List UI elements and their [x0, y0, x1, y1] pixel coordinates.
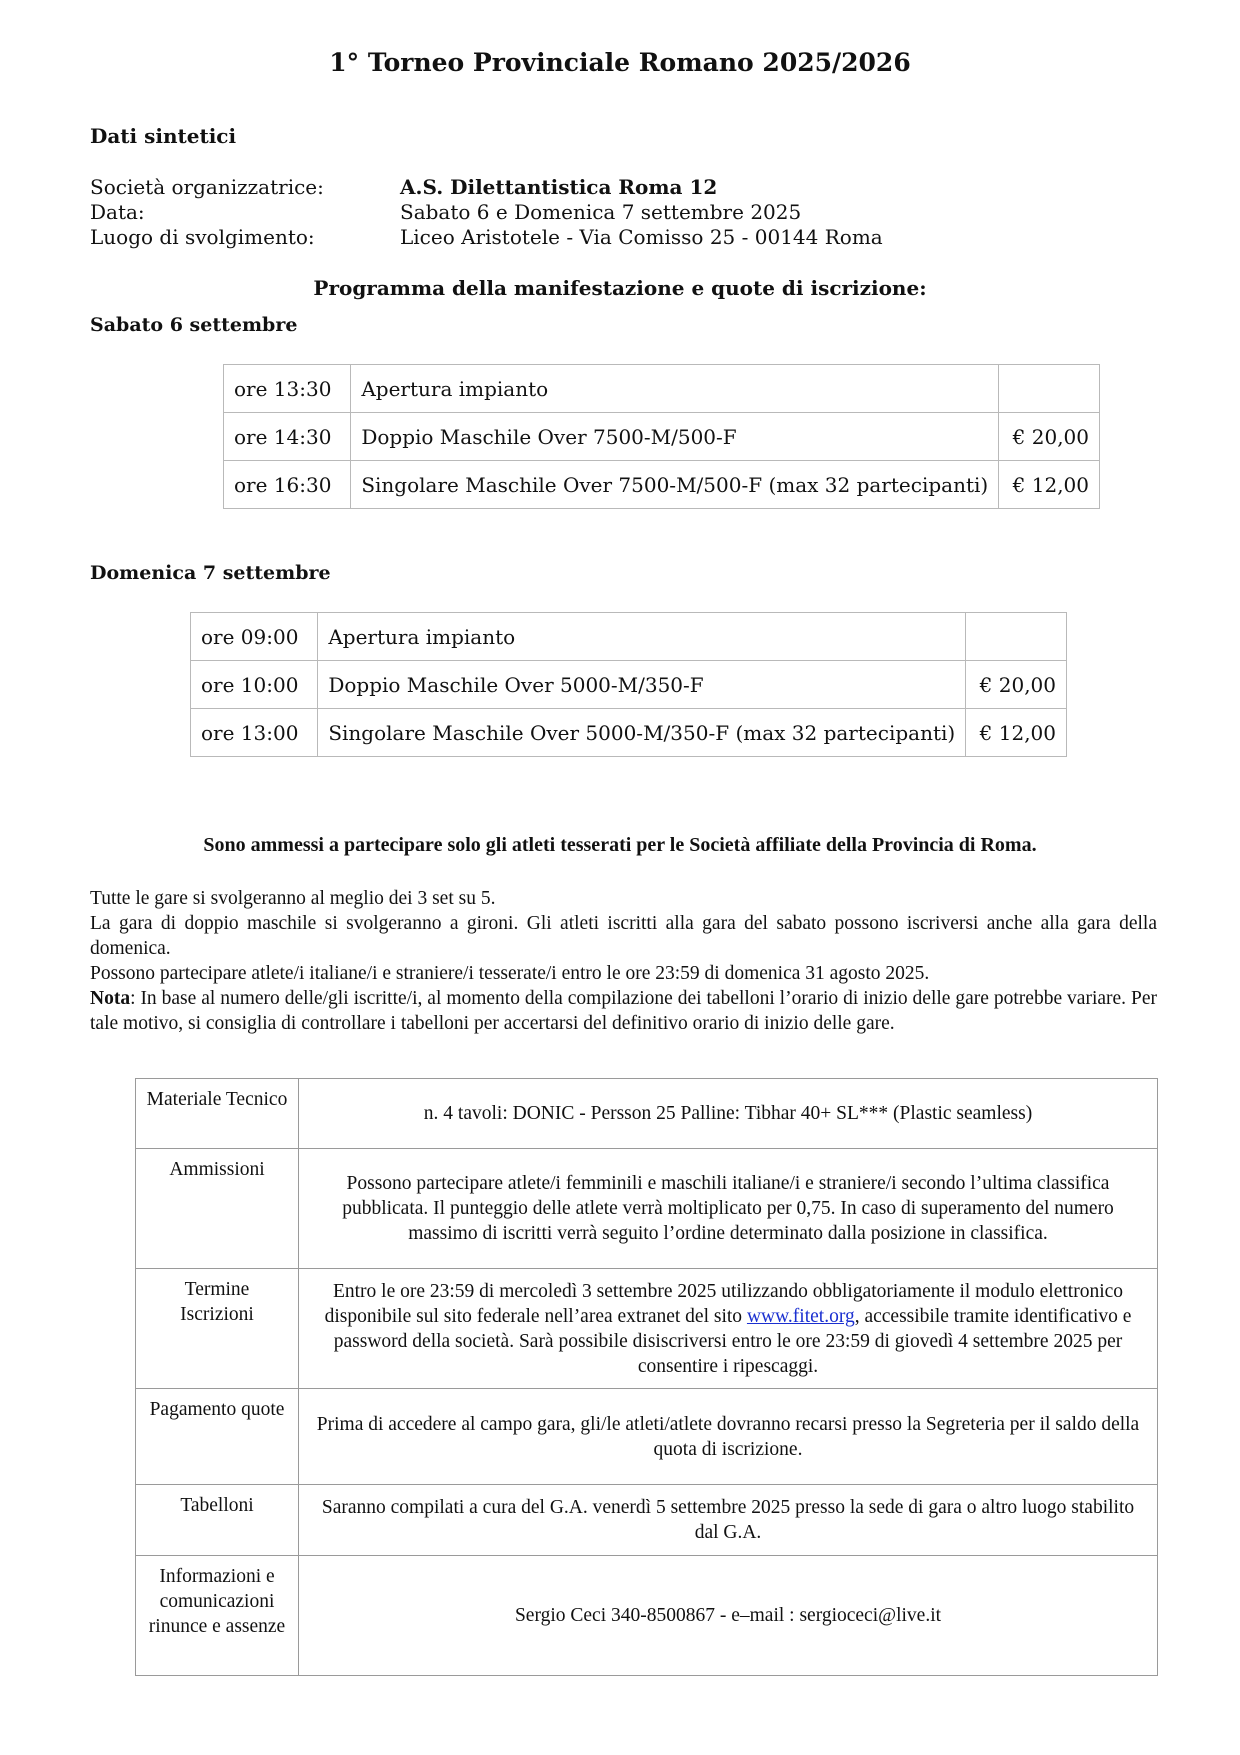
time-cell: ore 13:00: [191, 709, 318, 757]
details-value: Possono partecipare atlete/i femminili e maschili italiane/i e straniere/i secondo l’ultima classifica pubblicata. Il punteggio delle atlete verrà moltiplicato per 0,75. In caso di superamento del numero massimo di iscritti verrà seguito l’ordine determinato dalla posizione in classifica.: [299, 1149, 1158, 1269]
fee-cell: [999, 365, 1100, 413]
dati-sintetici-heading: Dati sintetici: [90, 124, 237, 148]
time-cell: ore 13:30: [224, 365, 351, 413]
event-cell: Apertura impianto: [318, 613, 966, 661]
event-cell: Doppio Maschile Over 5000-M/350-F: [318, 661, 966, 709]
info-label: Luogo di svolgimento:: [90, 225, 315, 249]
saturday-schedule-table: [223, 364, 1100, 509]
details-row-materiale: [136, 1079, 1158, 1149]
nota-paragraph: [90, 986, 1157, 1036]
event-cell: Singolare Maschile Over 7500-M/500-F (max 32 partecipanti): [351, 461, 999, 509]
sunday-schedule-table: [190, 612, 1067, 757]
fee-cell: € 20,00: [999, 413, 1100, 461]
info-label: Società organizzatrice:: [90, 175, 324, 199]
termine-text-before: Entro le ore 23:59 di mercoledì 3 settembre 2025 utilizzando obbligatoriamente il modulo elettronico disponibile sul sito federale nell’area extranet del sito: [324, 1280, 1124, 1327]
details-value: n. 4 tavoli: DONIC - Persson 25 Palline: Tibhar 40+ SL*** (Plastic seamless): [299, 1079, 1158, 1149]
details-label: Pagamento quote: [136, 1389, 299, 1485]
info-label: Data:: [90, 200, 145, 224]
details-row-pagamento: [136, 1389, 1158, 1485]
event-cell: Apertura impianto: [351, 365, 999, 413]
details-value: Saranno compilati a cura del G.A. venerdì 5 settembre 2025 presso la sede di gara o altro luogo stabilito dal G.A.: [299, 1485, 1158, 1556]
programma-heading: Programma della manifestazione e quote di iscrizione:: [313, 276, 927, 300]
rules-paragraph: Tutte le gare si svolgeranno al meglio dei 3 set su 5.: [90, 888, 496, 909]
ammessi-notice: Sono ammessi a partecipare solo gli atleti tesserati per le Società affiliate della Provincia di Roma.: [203, 834, 1037, 856]
fee-cell: € 12,00: [999, 461, 1100, 509]
details-label: Informazioni e comunicazioni rinunce e assenze: [136, 1556, 299, 1676]
details-row-tabelloni: [136, 1485, 1158, 1556]
sunday-heading: Domenica 7 settembre: [90, 562, 331, 584]
details-table: [135, 1078, 1158, 1676]
info-value: A.S. Dilettantistica Roma 12: [400, 175, 718, 199]
time-cell: ore 14:30: [224, 413, 351, 461]
info-value: Sabato 6 e Domenica 7 settembre 2025: [400, 200, 802, 224]
event-cell: Singolare Maschile Over 5000-M/350-F (max 32 partecipanti): [318, 709, 966, 757]
details-row-informazioni: [136, 1556, 1158, 1676]
details-row-termine: [136, 1269, 1158, 1389]
details-label: Ammissioni: [136, 1149, 299, 1269]
details-row-ammissioni: [136, 1149, 1158, 1269]
fee-cell: € 12,00: [966, 709, 1067, 757]
table-row: [224, 413, 1100, 461]
page-title: 1° Torneo Provinciale Romano 2025/2026: [329, 48, 911, 77]
info-value: Liceo Aristotele - Via Comisso 25 - 00144 Roma: [400, 225, 883, 249]
fee-cell: € 20,00: [966, 661, 1067, 709]
saturday-heading: Sabato 6 settembre: [90, 314, 298, 336]
table-row: [224, 461, 1100, 509]
rules-paragraph: La gara di doppio maschile si svolgeranno a gironi. Gli atleti iscritti alla gara del sabato possono iscriversi anche alla gara della domenica.: [90, 913, 1157, 959]
details-value: Prima di accedere al campo gara, gli/le atleti/atlete dovranno recarsi presso la Segreteria per il saldo della quota di iscrizione.: [299, 1389, 1158, 1485]
time-cell: ore 16:30: [224, 461, 351, 509]
termine-text-after: , accessibile tramite identificativo e password della società. Sarà possibile disiscriversi entro le ore 23:59 di giovedì 4 settembre 2025 per consentire i ripescaggi.: [333, 1305, 1132, 1377]
event-cell: Doppio Maschile Over 7500-M/500-F: [351, 413, 999, 461]
details-label: Termine Iscrizioni: [136, 1269, 299, 1389]
fitet-link[interactable]: www.fitet.org: [746, 1305, 855, 1327]
details-label: Tabelloni: [136, 1485, 299, 1556]
rules-paragraph: Possono partecipare atlete/i italiane/i e straniere/i tesserate/i entro le ore 23:59 di domenica 31 agosto 2025.: [90, 963, 930, 984]
details-label: Materiale Tecnico: [136, 1079, 299, 1149]
table-row: [191, 661, 1067, 709]
rules-text: [90, 886, 1157, 1036]
nota-label: Nota: [90, 988, 131, 1009]
time-cell: ore 09:00: [191, 613, 318, 661]
table-row: [191, 613, 1067, 661]
table-row: [224, 365, 1100, 413]
details-value: Sergio Ceci 340-8500867 - e–mail : sergioceci@live.it: [299, 1556, 1158, 1676]
time-cell: ore 10:00: [191, 661, 318, 709]
nota-text: : In base al numero delle/gli iscritte/i, al momento della compilazione dei tabelloni l’orario di inizio delle gare potrebbe variare. Per tale motivo, si consiglia di controllare i tabelloni per accertarsi del definitivo orario di inizio delle gare.: [90, 988, 1157, 1034]
details-value: [299, 1269, 1158, 1389]
fee-cell: [966, 613, 1067, 661]
table-row: [191, 709, 1067, 757]
